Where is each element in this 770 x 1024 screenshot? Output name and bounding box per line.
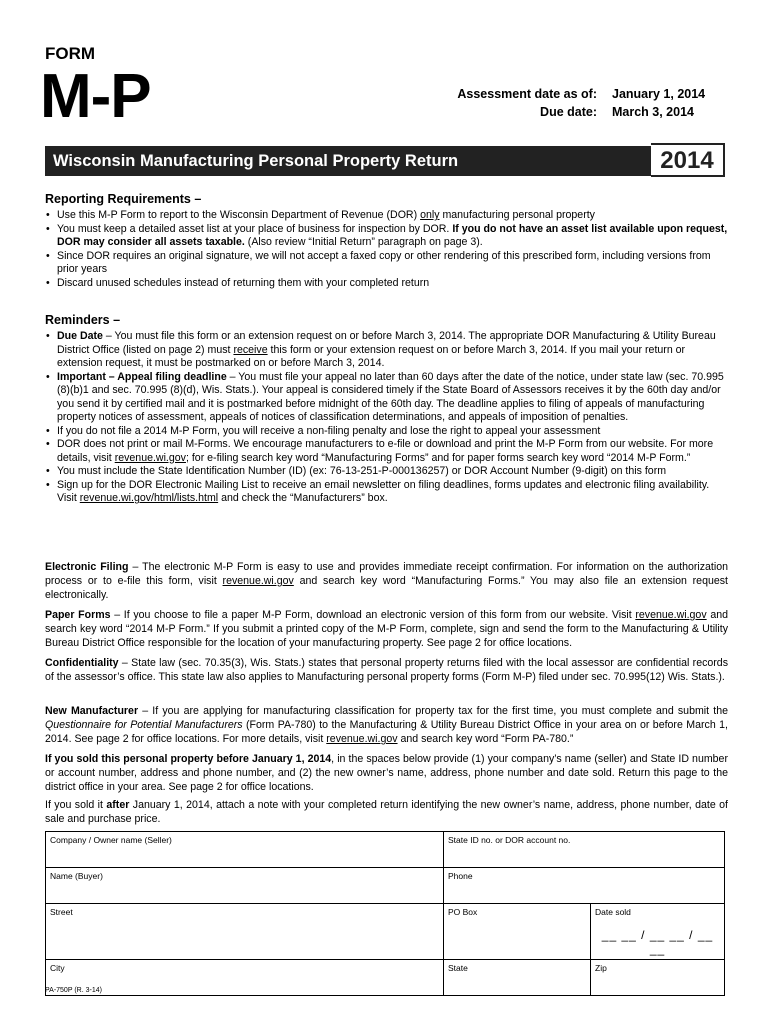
street-field[interactable]: Street: [46, 904, 444, 960]
new-manufacturer-paragraph: New Manufacturer – If you are applying for manufacturing classification for property tax for the first time, you must complete and submit the Questionnaire for Potential Manufacturers (Form PA-780) to the Manufacturing & Utility Bureau District Office in your area on or before March 1, 2014. See page 2 for office locations. For more details, visit revenue.wi.gov and search key word “Form PA-780.”: [45, 705, 728, 745]
reporting-requirements-list: [45, 209, 728, 290]
list-item: • Discard unused schedules instead of returning them with your completed return: [45, 277, 728, 291]
sale-info-table: [45, 831, 725, 996]
reporting-requirements-heading: Reporting Requirements –: [45, 192, 202, 206]
revenue-link[interactable]: revenue.wi.gov: [114, 451, 186, 464]
list-item: • Important – Appeal filing deadline – You must file your appeal no later than 60 days after the date of the notice, under state law (sec. 70.995 (8)(b)1 and sec. 70.995 (8)(d), Wis. Stats.). Your appeal is considered timely if the State Board of Assessors receives it by the 60th day and/or you send it by certified mail and it is postmarked before midnight of the 60th day. The deadline applies to filing of appeals of manufacturing property notices of assessment, appeals of notices of classification determinations, and appeals of imposition of penalties.: [45, 371, 728, 425]
form-label: FORM: [45, 44, 96, 63]
list-item: • You must keep a detailed asset list at your place of business for inspection by DOR. If you do not have an asset list available upon request, DOR may consider all assets taxable. (Also review “Initial Return” paragraph on page 3).: [45, 223, 728, 250]
list-item: • Since DOR requires an original signature, we will not accept a faxed copy or other rendering of this prescribed form, including versions from prior years: [45, 250, 728, 277]
revenue-link[interactable]: revenue.wi.gov: [326, 733, 398, 745]
due-date-value: March 3, 2014: [612, 105, 694, 119]
revenue-link[interactable]: revenue.wi.gov: [222, 575, 294, 587]
buyer-name-field[interactable]: Name (Buyer): [46, 868, 444, 904]
company-name-field[interactable]: Company / Owner name (Seller): [46, 832, 444, 868]
list-item: • You must include the State Identification Number (ID) (ex: 76-13-251-P-000136257) or DOR Account Number (9-digit) on this form: [45, 465, 728, 479]
mailing-list-link[interactable]: revenue.wi.gov/html/lists.html: [79, 492, 219, 504]
form-code: PA-750P (R. 3-14): [45, 987, 102, 994]
reminders-heading: Reminders –: [45, 313, 121, 327]
sold-after-paragraph: If you sold it after January 1, 2014, attach a note with your completed return identifying the new owner’s name, address, phone number, date of sale and purchase price.: [45, 799, 728, 825]
date-sold-field[interactable]: Date sold __ __ / __ __ / __ __: [591, 904, 725, 960]
po-box-field[interactable]: PO Box: [444, 904, 591, 960]
form-number: M-P: [40, 62, 151, 131]
title-banner: [45, 146, 725, 176]
city-field[interactable]: City: [46, 960, 444, 996]
list-item: • Due Date – You must file this form or an extension request on or before March 3, 2014. The appropriate DOR Manufacturing & Utility Bureau District Office (listed on page 2) must receive this form or your extension request on or before March 3, 2014. If you mail your return or extension request, it must be postmarked on or before March 3, 2014.: [45, 330, 728, 371]
list-item: • Use this M-P Form to report to the Wisconsin Department of Revenue (DOR) only manufacturing personal property: [45, 209, 728, 223]
confidentiality-paragraph: Confidentiality – State law (sec. 70.35(3), Wis. Stats.) states that personal property returns filed with the local assessor are confidential records of the assessor’s office. This state law also applies to Manufacturing personal property forms (Form M-P) filed under sec. 70.995(12) Wis. Stats.).: [45, 657, 728, 683]
list-item: • If you do not file a 2014 M-P Form, you will receive a non-filing penalty and lose the right to appeal your assessment: [45, 425, 728, 439]
date-placeholder: __ __ / __ __ / __ __: [601, 928, 714, 956]
form-year: 2014: [651, 143, 725, 177]
due-date-label: Due date:: [540, 105, 597, 119]
date-block: [440, 87, 705, 123]
phone-field[interactable]: Phone: [444, 868, 725, 904]
sold-before-paragraph: If you sold this personal property before January 1, 2014, in the spaces below provide (1) your company’s name (seller) and State ID number or account number, address and phone number, and (2) the new owner’s name, address, phone number and date sold. Return this page to the district office in your area. See page 2 for office locations.: [45, 753, 728, 793]
reminders-list: [45, 330, 728, 506]
list-item: • Sign up for the DOR Electronic Mailing List to receive an email newsletter on filing deadlines, forms updates and electronic filing availability. Visit revenue.wi.gov/html/lists.html and check the “Manufacturers” box.: [45, 479, 728, 506]
zip-field[interactable]: Zip: [591, 960, 725, 996]
state-field[interactable]: State: [444, 960, 591, 996]
assessment-date-value: January 1, 2014: [612, 87, 706, 101]
list-item: • DOR does not print or mail M-Forms. We encourage manufacturers to e-file or download and print the M-P Form from our website. For more details, visit revenue.wi.gov; for e-filing search key word “Manufacturing Forms” and for paper forms search key word “2014 M-P Form.”: [45, 438, 728, 465]
electronic-filing-paragraph: Electronic Filing – The electronic M-P Form is easy to use and provides immediate receipt confirmation. For information on the authorization process or to e-file this form, visit revenue.wi.gov and search key word “Manufacturing Forms.” You may also file an extension request electronically.: [45, 561, 728, 601]
state-id-field[interactable]: State ID no. or DOR account no.: [444, 832, 725, 868]
revenue-link[interactable]: revenue.wi.gov: [635, 609, 707, 621]
assessment-date-label: Assessment date as of:: [457, 87, 597, 101]
paper-forms-paragraph: Paper Forms – If you choose to file a paper M-P Form, download an electronic version of this form from our website. Visit revenue.wi.gov and search key word “2014 M-P Form.” If you submit a printed copy of the M-P Form, complete, sign and send the form to the Manufacturing & Utility Bureau District Office responsible for the location of your manufacturing property. See page 2 for office locations.: [45, 609, 728, 649]
form-title: Wisconsin Manufacturing Personal Property Return: [53, 152, 459, 170]
